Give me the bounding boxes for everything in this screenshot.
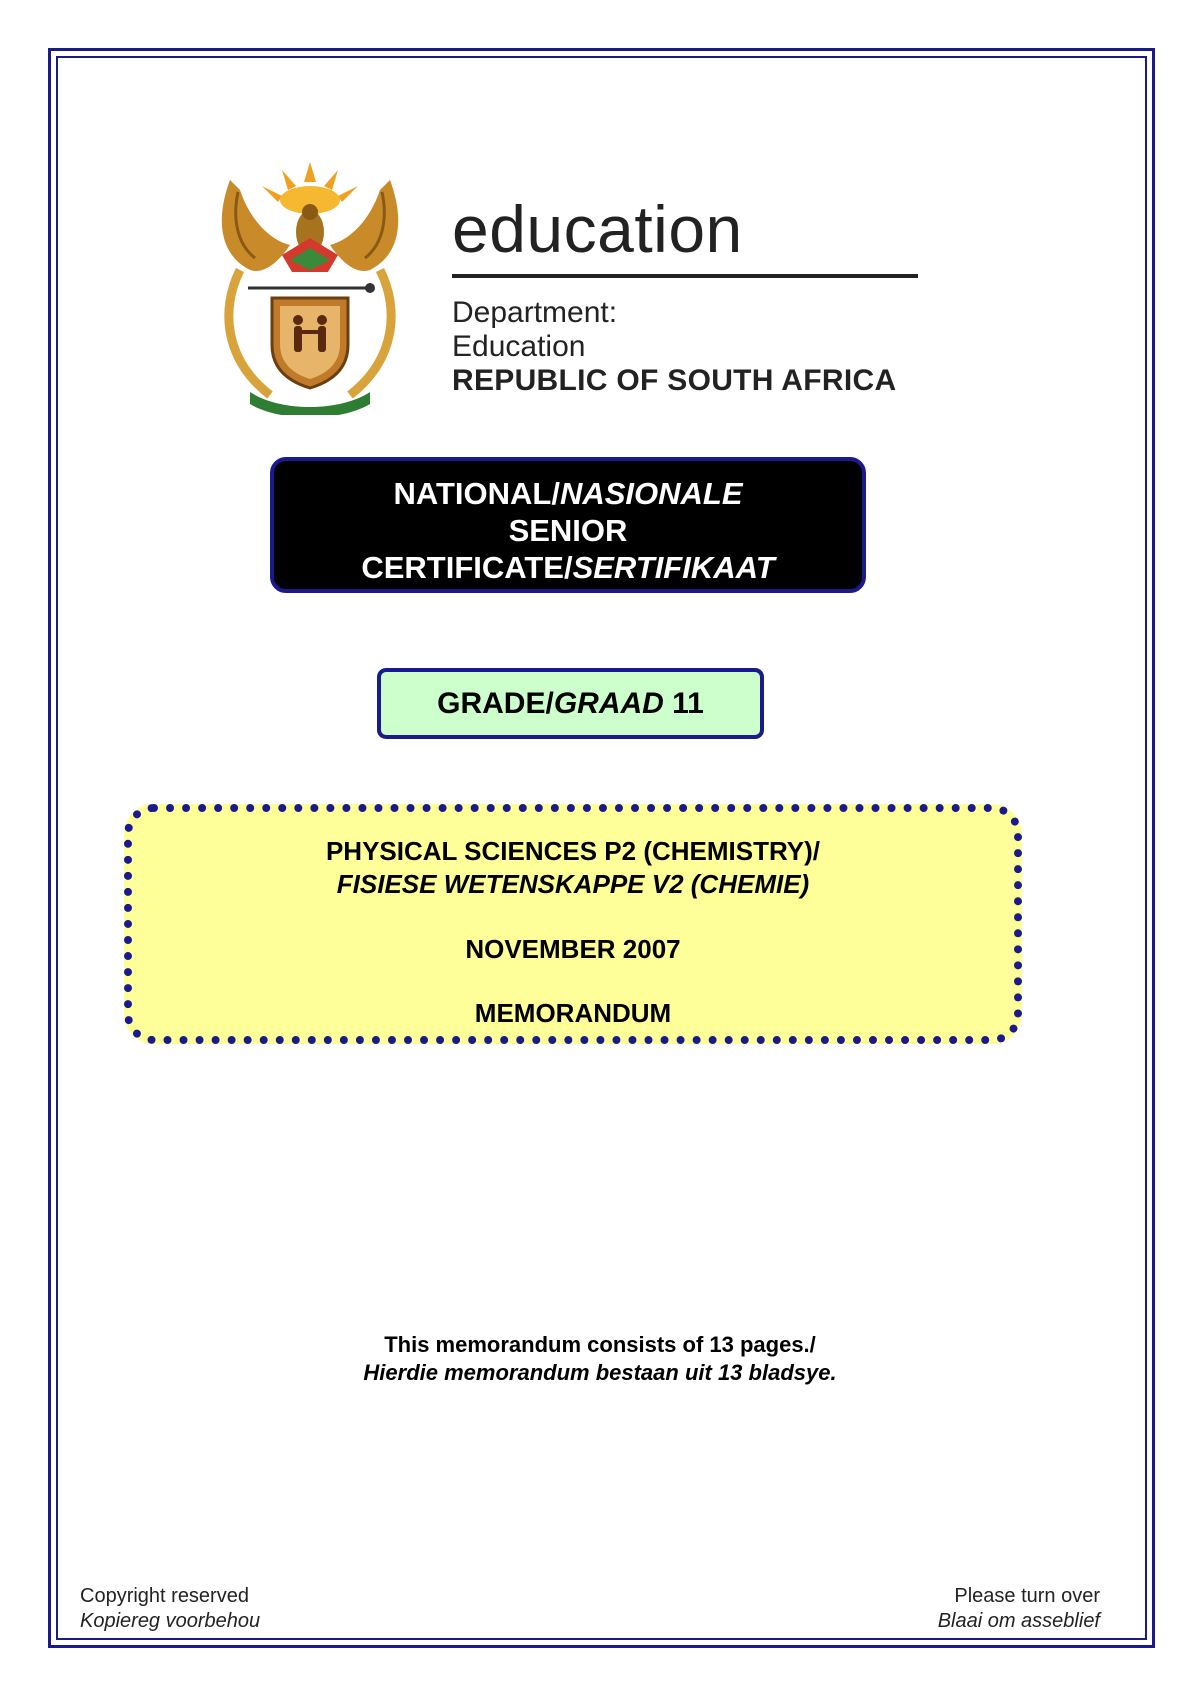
footer-copyright-en: Copyright reserved (80, 1585, 249, 1607)
certificate-line-3-en: CERTIFICATE/ (361, 550, 573, 585)
grade-badge (377, 668, 764, 739)
certificate-line-3-af: SERTIFIKAAT (572, 550, 775, 585)
certificate-banner (270, 457, 866, 593)
subject-title-af: FISIESE WETENSKAPPE V2 (CHEMIE) (336, 869, 810, 899)
coat-of-arms-logo (210, 160, 410, 415)
exam-date: NOVEMBER 2007 (465, 934, 681, 964)
footer-turn-over-en: Please turn over (954, 1585, 1100, 1607)
certificate-line-1-en: NATIONAL/ (393, 476, 560, 511)
subject-title-en: PHYSICAL SCIENCES P2 (CHEMISTRY)/ (325, 836, 821, 866)
footer-copyright (80, 1584, 260, 1634)
certificate-line-2: SENIOR (508, 513, 628, 548)
grade-value: 11 (672, 687, 704, 720)
footer-turn-over (938, 1584, 1100, 1634)
department-name: Education (452, 330, 586, 363)
country-name: REPUBLIC OF SOUTH AFRICA (452, 364, 897, 397)
grade-label-af: GRAAD (553, 687, 664, 720)
page-count-note-en: This memorandum consists of 13 pages./ (384, 1332, 816, 1357)
certificate-line-3 (274, 549, 862, 586)
page-count-note-af: Hierdie memorandum bestaan uit 13 bladsye. (363, 1360, 837, 1385)
grade-label-en: GRADE/ (437, 687, 554, 720)
wordmark-underline (452, 274, 918, 278)
department-label: Department: (452, 296, 618, 329)
page-count-note (0, 1331, 1200, 1387)
certificate-line-1 (274, 475, 862, 512)
footer-copyright-af: Kopiereg voorbehou (80, 1610, 261, 1632)
footer-turn-over-af: Blaai om asseblief (937, 1610, 1100, 1632)
education-wordmark: education (452, 192, 743, 266)
certificate-line-1-af: NASIONALE (559, 476, 743, 511)
subject-panel (124, 804, 1022, 1044)
document-type: MEMORANDUM (474, 998, 672, 1028)
